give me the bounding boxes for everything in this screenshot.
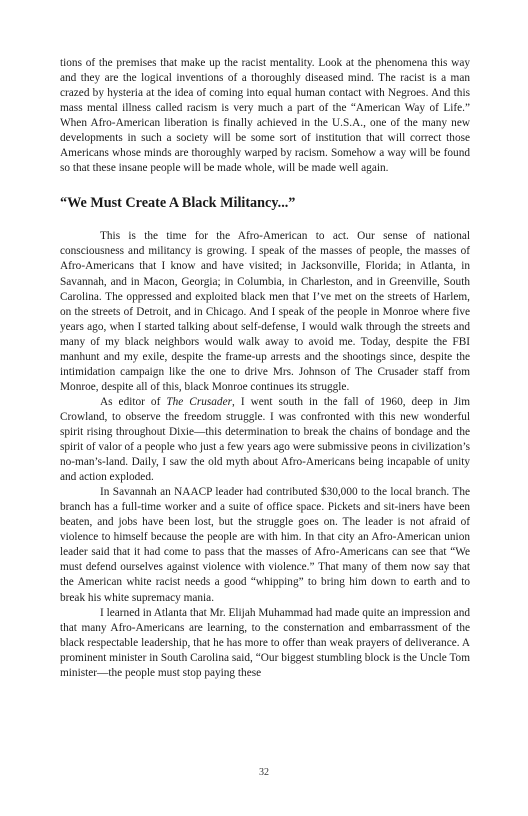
page-body [60,56,470,681]
publication-title: The Crusader [166,395,232,408]
paragraph-text-start: As editor of [100,395,167,408]
paragraph-continued: tions of the premises that make up the racist mentality. Look at the phenomena this way and they are the logical inventions of a thoroughly diseased mind. The racist is a man crazed by hysteria at the idea of coming into equal human contact with Negroes. And this mass mental illness called racism is very much a part of the “American Way of Life.” When Afro-American liberation is finally achieved in the U.S.A., one of the many new developments in such a society will be some sort of institution that will correct those Americans whose minds are thoroughly warped by racism. Somehow a way will be found so that these insane people will be made whole, will be made well again. [60,57,470,175]
paragraph-text-end: , I went south in the fall of 1960, deep in Jim Crowland, to observe the freedom struggle. I was confronted with this new wonderful spirit rising throughout Dixie—this determination to break the chains of bondage and the spirit of valor of a people who just a few years ago were submissive peons in civilization’s no-man’s-land. Daily, I saw the old myth about Afro-Americans being incapable of unity and action exploded. [60,395,470,484]
paragraph-savannah: In Savannah an NAACP leader had contributed $30,000 to the local branch. The branch has a full-time worker and a suite of office space. Pickets and sit-iners have been beaten, and jobs have been lost, but the struggle goes on. The leader is not afraid of violence to himself because the people are with him. In that city an Afro-American union leader said that it had come to pass that the masses of Afro-Americans can see that “We must defend ourselves against violence with violence.” That many of them now say that the American white racist needs a good “whipping” to bring him down to earth and to break his white supremacy mania. [60,486,470,604]
paragraph-afro-american-act: This is the time for the Afro-American to act. Our sense of national consciousness and militancy is growing. I speak of the masses of people, the masses of Afro-Americans that I know and have visited; in Jacksonville, Florida; in Atlanta, in Savannah, and in Macon, Georgia; in Columbia, in Charleston, and in Greenville, South Carolina. The oppressed and exploited black men that I’ve met on the streets of Harlem, on the streets of Detroit, and in Chicago. And I speak of the people in Monroe where five years ago, when I started talking about self-defense, I would walk through the streets and many of my black neighbors would walk away to avoid me. Today, despite the FBI manhunt and my exile, despite the frame-up arrests and the shootings since, despite the intimidation campaign like the one to drive Mrs. Johnson of The Crusader staff from Monroe, despite all of this, black Monroe continues its struggle. [60,230,470,393]
paragraph-atlanta: I learned in Atlanta that Mr. Elijah Muhammad had made quite an impression and that many Afro-Americans are learning, to the consternation and embarrassment of the black respectable leadership, that he has more to offer than weak prayers of deliverance. A prominent minister in South Carolina said, “Our biggest stumbling block is the Uncle Tom minister—the people must stop paying these [60,606,470,679]
paragraph-editor-crusader [60,395,470,485]
page-number: 32 [259,767,269,778]
section-heading: “We Must Create A Black Militancy...” [60,195,296,212]
